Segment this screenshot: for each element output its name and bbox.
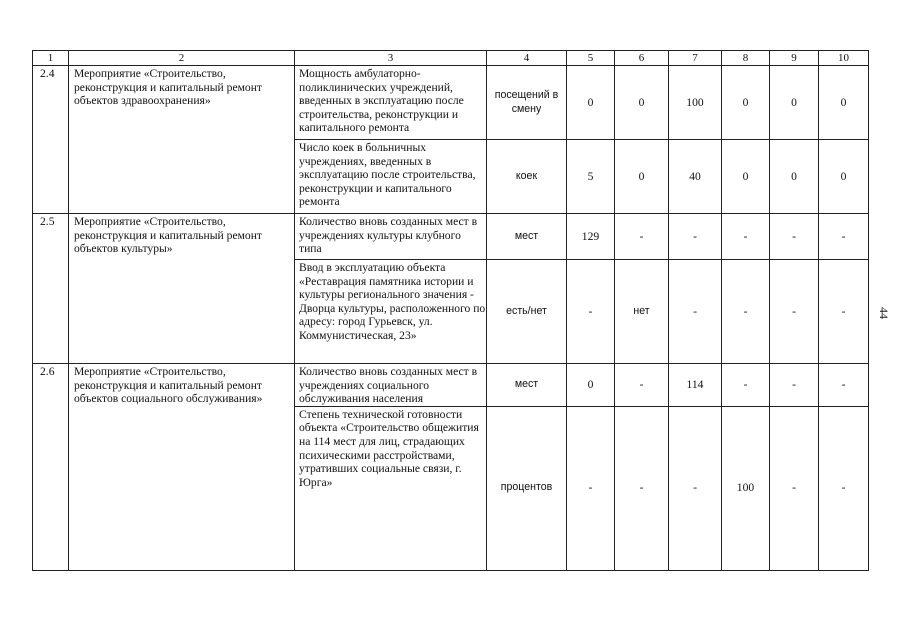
value-cell: 5 — [567, 140, 615, 214]
event-name: Мероприятие «Строительство, реконструкция и капитальный ремонт объектов здравоохранения» — [69, 66, 295, 214]
indicator-name: Число коек в больничных учреждениях, введенных в эксплуатацию после строительства, реконструкции и капитального ремонта — [295, 140, 487, 214]
value-cell: 0 — [722, 66, 770, 140]
column-number: 5 — [567, 51, 615, 66]
event-name: Мероприятие «Строительство, реконструкция и капитальный ремонт объектов культуры» — [69, 214, 295, 364]
value-cell: 0 — [567, 364, 615, 407]
table-row — [33, 214, 869, 260]
indicators-table — [32, 50, 869, 571]
row-number: 2.4 — [33, 66, 69, 214]
column-number: 8 — [722, 51, 770, 66]
unit-of-measure: есть/нет — [487, 260, 567, 364]
value-cell: - — [669, 214, 722, 260]
value-cell: - — [770, 406, 819, 570]
value-cell: - — [770, 260, 819, 364]
value-cell: 114 — [669, 364, 722, 407]
value-cell: 0 — [615, 66, 669, 140]
value-cell: 0 — [770, 66, 819, 140]
column-number: 4 — [487, 51, 567, 66]
column-number: 3 — [295, 51, 487, 66]
unit-of-measure: мест — [487, 364, 567, 407]
unit-of-measure: посещений в смену — [487, 66, 567, 140]
value-cell: 100 — [669, 66, 722, 140]
page-number: 44 — [877, 307, 891, 319]
row-number: 2.5 — [33, 214, 69, 364]
value-cell: - — [819, 260, 869, 364]
value-cell: 0 — [722, 140, 770, 214]
value-cell: - — [615, 364, 669, 407]
value-cell: - — [722, 260, 770, 364]
unit-of-measure: мест — [487, 214, 567, 260]
value-cell: 100 — [722, 406, 770, 570]
table-row — [33, 364, 869, 407]
value-cell: - — [770, 364, 819, 407]
column-number: 7 — [669, 51, 722, 66]
value-cell: - — [819, 406, 869, 570]
value-cell: - — [722, 364, 770, 407]
value-cell: - — [669, 260, 722, 364]
value-cell: - — [722, 214, 770, 260]
value-cell: 40 — [669, 140, 722, 214]
value-cell: - — [567, 406, 615, 570]
value-cell: 0 — [615, 140, 669, 214]
value-cell: 129 — [567, 214, 615, 260]
value-cell: - — [770, 214, 819, 260]
indicator-name: Ввод в эксплуатацию объекта «Реставрация памятника истории и культуры регионального значения - Дворца культуры, расположенного по адресу: город Гурьевск, ул. Коммунистическая, 23» — [295, 260, 487, 364]
value-cell: - — [567, 260, 615, 364]
column-number: 6 — [615, 51, 669, 66]
value-cell: - — [615, 214, 669, 260]
unit-of-measure: процентов — [487, 406, 567, 570]
value-cell: 0 — [567, 66, 615, 140]
column-number: 2 — [69, 51, 295, 66]
value-cell: 0 — [770, 140, 819, 214]
column-number: 1 — [33, 51, 69, 66]
value-cell: 0 — [819, 140, 869, 214]
value-cell: - — [669, 406, 722, 570]
column-number: 10 — [819, 51, 869, 66]
column-number: 9 — [770, 51, 819, 66]
value-cell: 0 — [819, 66, 869, 140]
value-cell: - — [819, 214, 869, 260]
indicator-name: Количество вновь созданных мест в учреждениях социального обслуживания населения — [295, 364, 487, 407]
column-numbers-row — [33, 51, 869, 66]
event-name: Мероприятие «Строительство, реконструкция и капитальный ремонт объектов социального обслуживания» — [69, 364, 295, 571]
indicator-name: Мощность амбулаторно-поликлинических учреждений, введенных в эксплуатацию после строительства, реконструкции и капитального ремонта — [295, 66, 487, 140]
indicator-name: Степень технической готовности объекта «Строительство общежития на 114 мест для лиц, страдающих психическими расстройствами, утративших социальные связи, г. Юрга» — [295, 406, 487, 570]
row-number: 2.6 — [33, 364, 69, 571]
value-cell: - — [615, 406, 669, 570]
table-row — [33, 66, 869, 140]
value-cell: - — [819, 364, 869, 407]
value-cell: нет — [615, 260, 669, 364]
indicator-name: Количество вновь созданных мест в учреждениях культуры клубного типа — [295, 214, 487, 260]
unit-of-measure: коек — [487, 140, 567, 214]
